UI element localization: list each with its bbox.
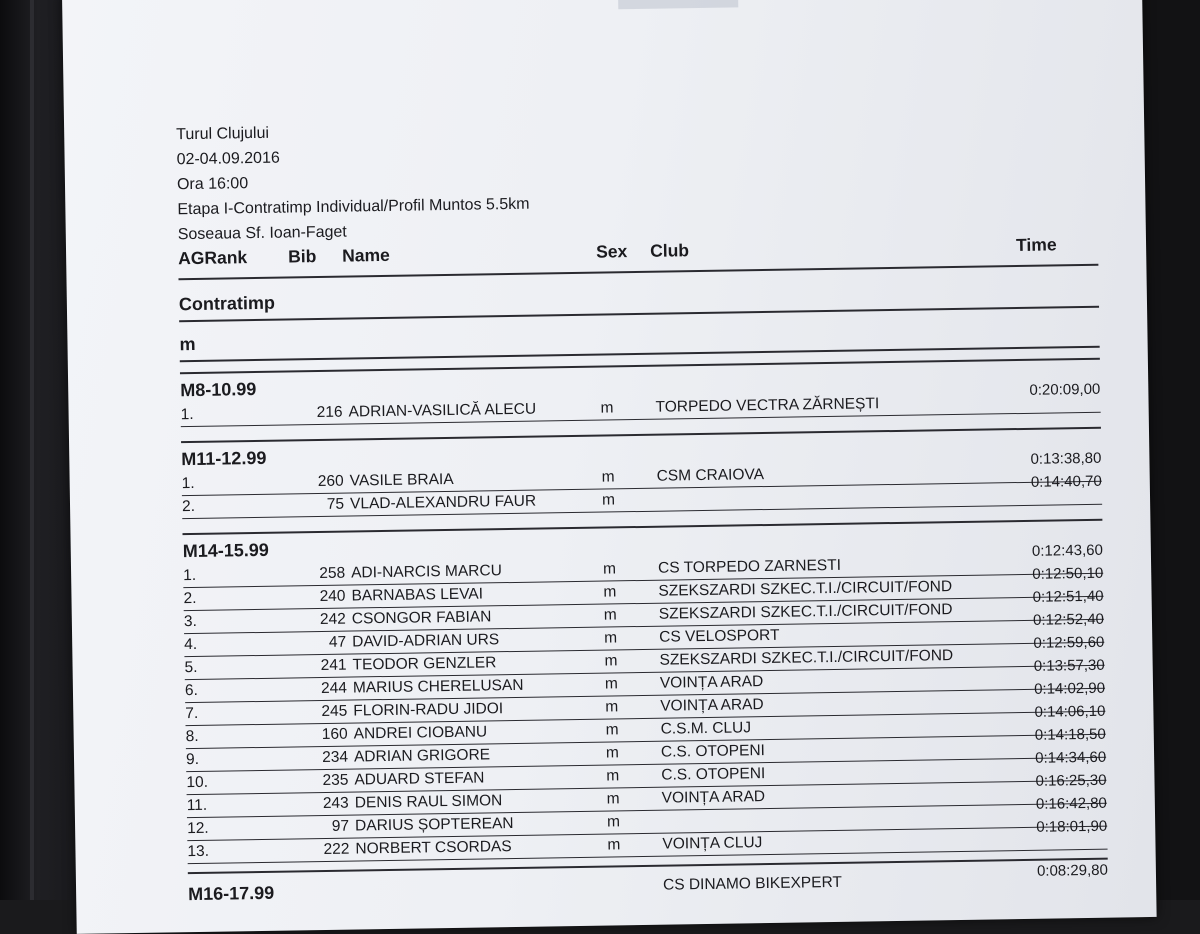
sex-cell: m xyxy=(606,790,620,808)
sex-cell: m xyxy=(603,583,617,601)
next-category-time: 0:08:29,80 xyxy=(1036,861,1109,880)
club-cell: VOINȚA CLUJ xyxy=(662,834,763,853)
bib-cell: 244 xyxy=(320,679,348,698)
club-cell: SZEKSZARDI SZKEC.T.I./CIRCUIT/FOND xyxy=(659,647,954,669)
binder-edge xyxy=(30,0,34,900)
club-cell: C.S. OTOPENI xyxy=(660,742,766,761)
time-cell: 0:14:06,10 xyxy=(1034,702,1106,721)
club-cell: C.S. OTOPENI xyxy=(661,765,766,784)
name-cell: NORBERT CSORDAS xyxy=(355,838,512,858)
time-cell: 0:14:34,60 xyxy=(1035,748,1107,767)
event-dates: 02-04.09.2016 xyxy=(176,149,280,169)
category-heading: M11-12.99 xyxy=(181,447,267,470)
bib-cell: 243 xyxy=(322,794,349,813)
name-cell: ADRIAN GRIGORE xyxy=(353,746,491,766)
bib-cell: 245 xyxy=(321,702,348,721)
name-cell: CSONGOR FABIAN xyxy=(351,608,492,628)
rank-cell: 1. xyxy=(181,474,195,493)
rank-cell: 10. xyxy=(186,773,209,792)
rank-cell: 12. xyxy=(186,819,209,838)
rank-cell: 13. xyxy=(187,842,210,861)
rank-cell: 5. xyxy=(184,658,198,677)
bib-cell: 240 xyxy=(319,587,346,606)
sex-cell: m xyxy=(606,813,621,831)
category-heading: M14-15.99 xyxy=(182,539,269,562)
bib-cell: 234 xyxy=(322,748,349,767)
club-cell: CS TORPEDO ZARNESTI xyxy=(657,556,842,577)
name-cell: MARIUS CHERELUSAN xyxy=(352,676,524,697)
rank-cell: 6. xyxy=(184,681,199,700)
name-cell: VLAD-ALEXANDRU FAUR xyxy=(349,492,537,513)
club-cell: VOINȚA ARAD xyxy=(659,673,764,692)
event-hour: Ora 16:00 xyxy=(176,175,249,194)
col-rank: AGRank xyxy=(178,247,248,269)
col-club: Club xyxy=(649,240,690,261)
category-rule xyxy=(180,358,1100,374)
rank-cell: 2. xyxy=(183,589,197,608)
name-cell: FLORIN-RADU JIDOI xyxy=(353,700,504,720)
discipline-heading: Contratimp xyxy=(178,292,276,315)
time-cell: 0:12:43,60 xyxy=(1031,541,1103,560)
time-cell: 0:16:42,80 xyxy=(1035,794,1107,813)
next-category-heading: M16-17.99 xyxy=(187,882,275,905)
rank-cell: 3. xyxy=(183,612,197,631)
club-cell: SZEKSZARDI SZKEC.T.I./CIRCUIT/FOND xyxy=(658,601,953,623)
rank-cell: 8. xyxy=(185,727,199,746)
name-cell: DENIS RAUL SIMON xyxy=(354,792,503,812)
gender-heading: m xyxy=(179,333,196,355)
category-heading: M8-10.99 xyxy=(180,378,257,401)
sex-cell: m xyxy=(607,836,621,854)
time-cell: 0:12:52,40 xyxy=(1032,610,1105,629)
time-cell: 0:20:09,00 xyxy=(1029,380,1101,399)
bib-cell: 216 xyxy=(316,403,343,422)
bib-cell: 258 xyxy=(319,564,346,583)
name-cell: VASILE BRAIA xyxy=(349,470,454,490)
time-cell: 0:12:51,40 xyxy=(1032,587,1104,606)
time-cell: 0:14:02,90 xyxy=(1034,679,1106,698)
bib-cell: 222 xyxy=(323,840,350,858)
event-title: Turul Clujului xyxy=(176,124,270,144)
rank-cell: 1. xyxy=(180,405,194,424)
bib-cell: 260 xyxy=(317,472,344,491)
time-cell: 0:12:59,60 xyxy=(1033,633,1105,652)
stage-road: Soseaua Sf. Ioan-Faget xyxy=(177,223,347,244)
name-cell: ADI-NARCIS MARCU xyxy=(350,562,502,582)
discipline-rule xyxy=(179,306,1099,322)
sex-cell: m xyxy=(604,652,618,670)
club-cell: CS VELOSPORT xyxy=(659,626,780,646)
stage-title: Etapa I-Contratimp Individual/Profil Muntos 5.5km xyxy=(177,195,530,219)
col-name: Name xyxy=(341,244,390,266)
club-cell: TORPEDO VECTRA ZĂRNEȘTI xyxy=(655,395,880,416)
sex-cell: m xyxy=(605,744,620,762)
sex-cell: m xyxy=(600,399,614,417)
time-cell: 0:14:18,50 xyxy=(1034,725,1106,744)
name-cell: TEODOR GENZLER xyxy=(352,654,497,674)
col-sex: Sex xyxy=(595,241,628,262)
bib-cell: 242 xyxy=(319,610,346,629)
sex-cell: m xyxy=(604,629,618,647)
club-cell: VOINȚA ARAD xyxy=(661,788,766,807)
category-rule xyxy=(182,519,1102,535)
col-time: Time xyxy=(1015,234,1057,256)
rank-cell: 2. xyxy=(181,497,196,516)
name-cell: ADUARD STEFAN xyxy=(354,769,485,789)
bib-cell: 241 xyxy=(320,656,347,675)
sex-cell: m xyxy=(602,560,617,578)
col-bib: Bib xyxy=(287,246,317,267)
category-rule xyxy=(181,427,1101,443)
sex-cell: m xyxy=(606,767,620,785)
rank-cell: 4. xyxy=(184,635,198,654)
rank-cell: 11. xyxy=(186,796,208,815)
time-cell: 0:13:57,30 xyxy=(1033,656,1105,675)
rank-cell: 7. xyxy=(185,704,199,723)
club-cell: C.S.M. CLUJ xyxy=(660,719,752,738)
club-cell: CSM CRAIOVA xyxy=(656,466,765,485)
name-cell: DAVID-ADRIAN URS xyxy=(352,631,500,651)
name-cell: ANDREI CIOBANU xyxy=(353,723,488,743)
club-cell: SZEKSZARDI SZKEC.T.I./CIRCUIT/FOND xyxy=(658,578,953,600)
rank-cell: 1. xyxy=(183,566,197,585)
name-cell: BARNABAS LEVAI xyxy=(351,585,484,605)
bib-cell: 47 xyxy=(328,633,347,651)
time-cell: 0:13:38,80 xyxy=(1030,449,1102,468)
event-header xyxy=(176,117,530,248)
sex-cell: m xyxy=(604,675,618,693)
time-cell: 0:16:25,30 xyxy=(1035,771,1107,790)
sex-cell: m xyxy=(601,491,616,509)
sex-cell: m xyxy=(603,606,617,624)
next-category-club: CS DINAMO BIKEXPERT xyxy=(662,873,843,894)
sex-cell: m xyxy=(601,468,615,486)
time-cell: 0:14:40,70 xyxy=(1030,472,1102,491)
bib-cell: 97 xyxy=(331,817,350,835)
club-cell: VOINȚA ARAD xyxy=(660,696,764,715)
rank-cell: 9. xyxy=(185,750,200,769)
sex-cell: m xyxy=(605,698,619,716)
time-cell: 0:18:01,90 xyxy=(1036,817,1108,836)
bib-cell: 235 xyxy=(322,771,349,790)
bib-cell: 75 xyxy=(326,495,345,513)
tape-strip xyxy=(618,0,738,9)
bib-cell: 160 xyxy=(321,725,348,744)
time-cell: 0:12:50,10 xyxy=(1032,564,1104,583)
name-cell: DARIUS ȘOPTEREAN xyxy=(354,815,514,835)
sex-cell: m xyxy=(605,721,619,739)
results-sheet xyxy=(62,0,1157,934)
name-cell: ADRIAN-VASILICĂ ALECU xyxy=(348,400,537,421)
